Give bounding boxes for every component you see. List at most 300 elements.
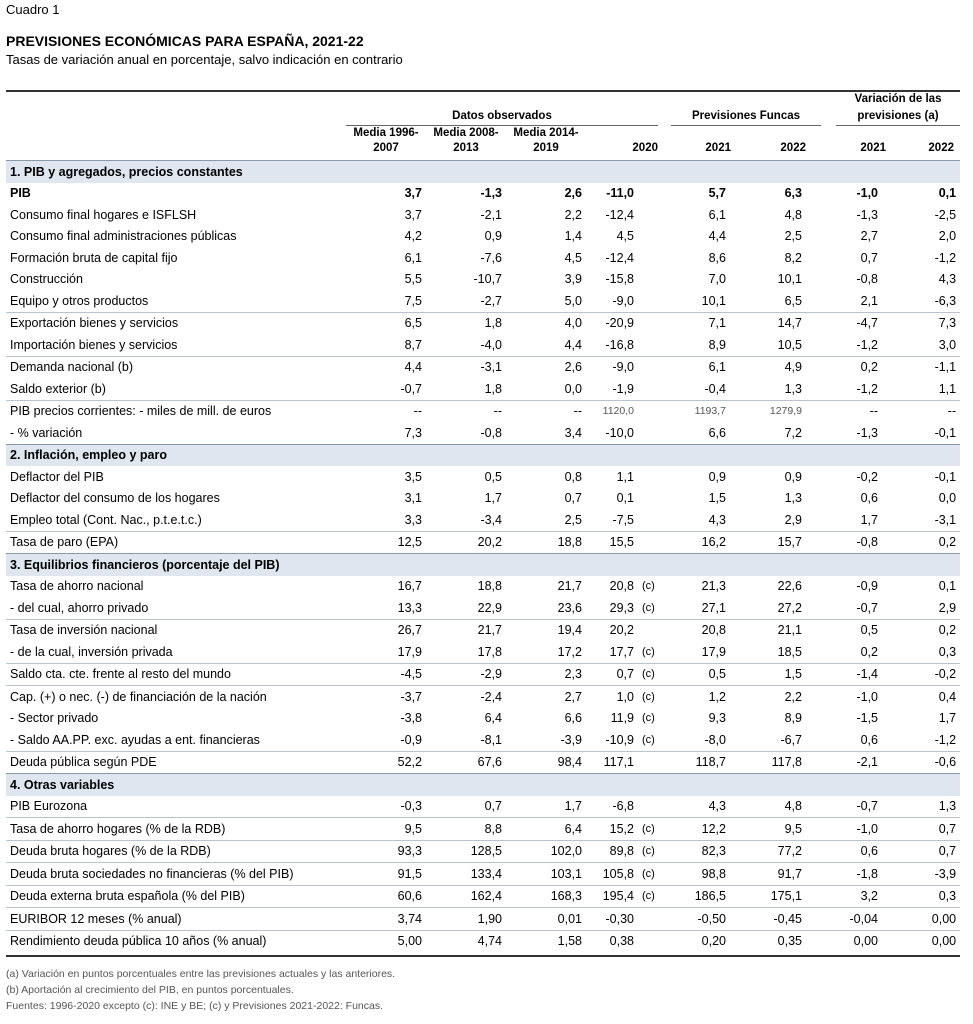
value-cell: 0,9 — [708, 469, 726, 484]
table-row — [6, 930, 960, 952]
section-title: 2. Inflación, empleo y paro — [6, 444, 960, 466]
value-cell: 175,1 — [730, 885, 806, 908]
source-note-cell — [638, 466, 664, 488]
source-note-cell: (c) — [638, 863, 664, 886]
value-cell: 0,5 — [860, 623, 878, 638]
value-cell: 168,3 — [506, 885, 586, 908]
value-cell: 1,1 — [616, 469, 634, 484]
section-title: 3. Equilibrios financieros (porcentaje del PIB) — [6, 554, 960, 576]
value-cell: 2,9 — [882, 597, 960, 619]
source-note-cell — [638, 290, 664, 312]
source-note-cell — [638, 531, 664, 554]
value-cell: -8,1 — [426, 729, 506, 751]
value-cell: 2,9 — [730, 509, 806, 531]
value-cell: -9,0 — [612, 360, 634, 375]
value-cell: 14,7 — [777, 316, 802, 331]
value-cell: 17,9 — [346, 641, 426, 663]
col-2014-2019-line2: 2019 — [533, 142, 559, 154]
value-cell: 118,7 — [695, 755, 726, 770]
source-note-cell — [638, 356, 664, 378]
value-cell: 7,2 — [784, 425, 802, 440]
row-label: Importación bienes y servicios — [6, 334, 346, 356]
value-cell: -4,7 — [856, 316, 878, 331]
row-label: Deuda bruta sociedades no financieras (% del PIB) — [6, 863, 346, 886]
value-cell: 1,7 — [506, 796, 586, 818]
value-cell: 0,3 — [882, 641, 960, 663]
source-note-cell — [638, 796, 664, 818]
value-cell: -0,2 — [856, 469, 878, 484]
row-label: - Sector privado — [10, 711, 99, 726]
source-note-cell — [638, 312, 664, 334]
footnote-b: (b) Aportación al crecimiento del PIB, en puntos porcentuales. — [6, 984, 294, 996]
row-label: PIB precios corrientes: - miles de mill. de euros — [10, 404, 272, 419]
value-cell: 20,8 — [609, 579, 634, 594]
source-note-cell — [638, 183, 664, 205]
table-subtitle: Tasas de variación anual en porcentaje, salvo indicación en contrario — [6, 52, 403, 67]
value-cell: 1,8 — [484, 316, 502, 331]
value-cell: 6,5 — [404, 316, 422, 331]
value-cell: 9,3 — [708, 711, 726, 726]
value-cell: 1,58 — [557, 934, 582, 949]
value-cell: -- — [869, 404, 878, 419]
value-cell: 11,9 — [610, 711, 634, 726]
group-observed-underline — [346, 125, 658, 126]
group-revision-underline — [836, 125, 960, 126]
table-row — [6, 290, 960, 312]
value-cell: 17,2 — [506, 641, 586, 663]
table-row — [6, 863, 960, 886]
value-cell: 0,9 — [484, 229, 502, 244]
row-label: Empleo total (Cont. Nac., p.t.e.t.c.) — [6, 509, 346, 531]
value-cell: -4,5 — [346, 663, 426, 686]
value-cell: -0,9 — [346, 729, 426, 751]
value-cell: 3,4 — [564, 425, 582, 440]
value-cell: 8,8 — [426, 818, 506, 841]
row-label: Construcción — [10, 272, 83, 287]
source-note-cell — [638, 247, 664, 269]
value-cell: 0,0 — [506, 378, 586, 400]
row-label: Consumo final hogares e ISFLSH — [10, 207, 197, 222]
value-cell: 17,8 — [426, 641, 506, 663]
table-row — [6, 183, 960, 205]
value-cell: 4,0 — [564, 316, 582, 331]
value-cell: 1,3 — [730, 378, 806, 400]
value-cell: 2,6 — [564, 360, 582, 375]
value-cell: -1,3 — [480, 186, 502, 201]
value-cell: -0,30 — [586, 908, 638, 931]
value-cell: 2,6 — [564, 186, 582, 201]
value-cell: 4,74 — [477, 934, 502, 949]
value-cell: -1,2 — [806, 334, 882, 356]
value-cell: 0,5 — [484, 469, 502, 484]
value-cell: 0,2 — [860, 360, 878, 375]
value-cell: 0,9 — [784, 469, 802, 484]
value-cell: 1,8 — [426, 378, 506, 400]
value-cell: 0,7 — [564, 491, 582, 506]
source-note-cell — [638, 422, 664, 444]
table-row — [6, 751, 960, 774]
value-cell: 23,6 — [506, 597, 586, 619]
col-2014-2019-line1: Media 2014- — [513, 127, 579, 139]
value-cell: 3,5 — [404, 469, 422, 484]
value-cell: 3,1 — [404, 491, 422, 506]
value-cell: 117,8 — [771, 755, 802, 770]
row-label: Deuda externa bruta española (% del PIB) — [6, 885, 346, 908]
col-2022-forecast: 2022 — [780, 142, 806, 154]
value-cell: 17,9 — [664, 641, 730, 663]
source-note-cell: (c) — [638, 818, 664, 841]
value-cell: 103,1 — [506, 863, 586, 886]
row-label: Deuda pública según PDE — [10, 755, 157, 770]
value-cell: -0,9 — [856, 579, 878, 594]
row-label: Rendimiento deuda pública 10 años (% anual) — [10, 934, 267, 949]
row-label: Formación bruta de capital fijo — [10, 250, 178, 265]
value-cell: 89,8 — [586, 840, 638, 863]
table-row — [6, 269, 960, 291]
value-cell: 3,2 — [806, 885, 882, 908]
value-cell: 9,5 — [730, 818, 806, 841]
value-cell: 17,7 — [586, 641, 638, 663]
value-cell: 4,4 — [506, 334, 586, 356]
table-row — [6, 885, 960, 908]
value-cell: 0,7 — [860, 250, 878, 265]
value-cell: 6,4 — [484, 711, 502, 726]
value-cell: 1,1 — [882, 378, 960, 400]
group-observed: Datos observados — [452, 110, 552, 122]
value-cell: 186,5 — [664, 885, 730, 908]
value-cell: 12,5 — [397, 535, 422, 550]
row-label: Deflactor del PIB — [10, 469, 104, 484]
value-cell: 0,7 — [586, 663, 638, 686]
value-cell: 7,3 — [404, 425, 422, 440]
value-cell: 91,7 — [730, 863, 806, 886]
value-cell: -0,8 — [856, 272, 878, 287]
value-cell: 0,7 — [426, 796, 506, 818]
table-row — [6, 422, 960, 444]
value-cell: -3,9 — [882, 863, 960, 886]
value-cell: 0,20 — [701, 934, 726, 949]
value-cell: 8,7 — [346, 334, 426, 356]
value-cell: 0,5 — [664, 663, 730, 686]
value-cell: 7,0 — [708, 272, 726, 287]
value-cell: 12,2 — [664, 818, 730, 841]
value-cell: -2,5 — [934, 207, 957, 222]
value-cell: 10,1 — [664, 290, 730, 312]
value-cell: -15,8 — [605, 272, 634, 287]
source-note-cell — [638, 204, 664, 226]
value-cell: -1,5 — [856, 711, 878, 726]
value-cell: -6,8 — [586, 796, 638, 818]
value-cell: -12,4 — [605, 250, 634, 265]
row-label: Exportación bienes y servicios — [10, 316, 179, 331]
value-cell: -0,04 — [806, 908, 882, 931]
value-cell: 0,2 — [938, 535, 957, 550]
value-cell: -3,9 — [506, 729, 586, 751]
value-cell: -0,6 — [934, 755, 957, 770]
row-label: Tasa de inversión nacional — [10, 623, 158, 638]
value-cell: 4,5 — [564, 250, 582, 265]
row-label: Consumo final administraciones públicas — [10, 229, 237, 244]
table-row — [6, 531, 960, 554]
value-cell: 60,6 — [346, 885, 426, 908]
row-label: Tasa de ahorro nacional — [10, 579, 144, 594]
value-cell: 1,4 — [564, 229, 582, 244]
value-cell: 7,5 — [346, 290, 426, 312]
value-cell: -10,7 — [473, 272, 502, 287]
source-note-cell — [638, 378, 664, 400]
value-cell: 4,9 — [784, 360, 802, 375]
value-cell: 3,7 — [404, 186, 422, 201]
value-cell: 0,1 — [616, 491, 634, 506]
source-note-cell: (c) — [638, 663, 664, 686]
value-cell: 3,74 — [346, 908, 426, 931]
forecast-table — [6, 160, 960, 952]
section-row — [6, 554, 960, 576]
value-cell: 1,7 — [938, 711, 957, 726]
source-note-cell — [638, 509, 664, 531]
value-cell: 82,3 — [664, 840, 730, 863]
table-row — [6, 400, 960, 422]
value-cell: 2,2 — [784, 689, 802, 704]
source-note-cell: (c) — [642, 712, 655, 725]
value-cell: 0,7 — [882, 840, 960, 863]
group-forecast: Previsiones Funcas — [691, 110, 801, 122]
col-1996-2007-line2: 2007 — [373, 142, 399, 154]
value-cell: 0,6 — [806, 840, 882, 863]
source-note-cell — [638, 334, 664, 356]
value-cell: 5,0 — [506, 290, 586, 312]
value-cell: 105,8 — [586, 863, 638, 886]
value-cell: 15,2 — [586, 818, 638, 841]
value-cell: 5,5 — [404, 272, 422, 287]
row-label: Deuda bruta hogares (% de la RDB) — [6, 840, 346, 863]
row-label: PIB — [10, 186, 31, 201]
value-cell: -0,1 — [934, 425, 957, 440]
value-cell: 77,2 — [730, 840, 806, 863]
value-cell: -4,0 — [426, 334, 506, 356]
value-cell: 0,38 — [609, 934, 634, 949]
value-cell: 6,5 — [730, 290, 806, 312]
value-cell: 2,0 — [938, 229, 957, 244]
value-cell: 91,5 — [346, 863, 426, 886]
value-cell: 9,5 — [346, 818, 426, 841]
table-row — [6, 796, 960, 818]
row-label: Deflactor del consumo de los hogares — [10, 491, 220, 506]
table-row — [6, 908, 960, 931]
value-cell: 0,8 — [564, 469, 582, 484]
value-cell: -0,50 — [664, 908, 730, 931]
source-note-cell — [638, 400, 664, 422]
table-row — [6, 663, 960, 686]
section-row — [6, 444, 960, 466]
row-label: - % variación — [10, 425, 83, 440]
value-cell: -20,9 — [605, 316, 634, 331]
value-cell: -2,7 — [426, 290, 506, 312]
table-row — [6, 466, 960, 488]
row-label: Tasa de paro (EPA) — [10, 535, 119, 550]
value-cell: 5,00 — [397, 934, 422, 949]
value-cell: -1,3 — [856, 207, 878, 222]
value-cell: 67,6 — [477, 755, 502, 770]
value-cell: 0,2 — [938, 623, 957, 638]
source-note-cell: (c) — [642, 580, 655, 593]
value-cell: -9,0 — [586, 290, 638, 312]
value-cell: -11,0 — [606, 186, 634, 201]
footnote-a: (a) Variación en puntos porcentuales entre las previsiones actuales y las anteriores. — [6, 968, 396, 980]
value-cell: 4,3 — [664, 796, 730, 818]
value-cell: -1,0 — [806, 818, 882, 841]
group-revision-line1: Variación de las — [854, 93, 942, 105]
table-label: Cuadro 1 — [6, 2, 60, 17]
value-cell: 16,2 — [701, 535, 726, 550]
value-cell: -1,9 — [586, 378, 638, 400]
value-cell: 3,3 — [346, 509, 426, 531]
value-cell: 4,8 — [730, 796, 806, 818]
table-row — [6, 312, 960, 334]
value-cell: -2,1 — [480, 207, 502, 222]
value-cell: 98,4 — [557, 755, 582, 770]
col-1996-2007-line1: Media 1996- — [353, 127, 419, 139]
value-cell: 22,6 — [777, 579, 802, 594]
value-cell: -1,2 — [806, 378, 882, 400]
value-cell: -1,1 — [934, 360, 957, 375]
value-cell: -1,4 — [806, 663, 882, 686]
value-cell: 15,5 — [609, 535, 634, 550]
value-cell: 0,00 — [853, 934, 878, 949]
value-cell: -1,3 — [856, 425, 878, 440]
value-cell: -2,1 — [856, 755, 878, 770]
value-cell: -7,5 — [586, 509, 638, 531]
table-row — [6, 619, 960, 641]
source-note-cell — [638, 751, 664, 774]
table-row — [6, 247, 960, 269]
value-cell: 0,3 — [882, 885, 960, 908]
col-2021-revision: 2021 — [860, 142, 886, 154]
value-cell: 4,3 — [938, 272, 957, 287]
table-row — [6, 509, 960, 531]
value-cell: -2,4 — [480, 689, 502, 704]
value-cell: 195,4 — [586, 885, 638, 908]
value-cell: 0,4 — [938, 689, 957, 704]
value-cell: -1,0 — [856, 186, 878, 201]
value-cell: -0,8 — [480, 425, 502, 440]
group-revision-line2: previsiones (a) — [857, 110, 939, 122]
col-2020: 2020 — [632, 142, 658, 154]
value-cell: 7,3 — [938, 316, 957, 331]
table-row — [6, 334, 960, 356]
value-cell: -3,8 — [400, 711, 422, 726]
value-cell: 2,2 — [564, 207, 582, 222]
table-row — [6, 708, 960, 730]
value-cell: -0,7 — [806, 597, 882, 619]
source-note-cell: (c) — [638, 885, 664, 908]
value-cell: 22,9 — [426, 597, 506, 619]
value-cell: 3,9 — [564, 272, 582, 287]
value-cell: 1,3 — [882, 796, 960, 818]
value-cell: 20,2 — [609, 623, 634, 638]
value-cell: -0,45 — [730, 908, 806, 931]
section-row — [6, 161, 960, 183]
value-cell: -0,2 — [882, 663, 960, 686]
value-cell: 18,8 — [477, 579, 502, 594]
value-cell: 21,7 — [477, 623, 502, 638]
row-label: Saldo cta. cte. frente al resto del mundo — [6, 663, 346, 686]
row-label: PIB Eurozona — [6, 796, 346, 818]
value-cell: -1,2 — [934, 250, 957, 265]
value-cell: -6,3 — [882, 290, 960, 312]
value-cell: -- — [493, 404, 502, 419]
value-cell: -3,7 — [400, 689, 422, 704]
value-cell: 27,1 — [664, 597, 730, 619]
value-cell: 6,6 — [708, 425, 726, 440]
table-row — [6, 840, 960, 863]
value-cell: 1,90 — [426, 908, 506, 931]
value-cell: -3,1 — [882, 509, 960, 531]
source-note-cell — [638, 488, 664, 510]
value-cell: 6,1 — [404, 250, 422, 265]
value-cell: 6,4 — [506, 818, 586, 841]
value-cell: 0,01 — [506, 908, 586, 931]
value-cell: -12,4 — [605, 207, 634, 222]
table-row — [6, 204, 960, 226]
row-label: - de la cual, inversión privada — [6, 641, 346, 663]
value-cell: 4,5 — [616, 229, 634, 244]
column-header — [6, 92, 960, 158]
value-cell: 21,3 — [701, 579, 726, 594]
value-cell: -7,6 — [480, 250, 502, 265]
table-row — [6, 576, 960, 598]
table-row — [6, 641, 960, 663]
value-cell: 8,9 — [664, 334, 730, 356]
value-cell: 13,3 — [346, 597, 426, 619]
value-cell: -0,8 — [856, 535, 878, 550]
row-label: EURIBOR 12 meses (% anual) — [6, 908, 346, 931]
value-cell: 2,5 — [506, 509, 586, 531]
row-label: - Saldo AA.PP. exc. ayudas a ent. financieras — [6, 729, 346, 751]
value-cell: 1,0 — [616, 689, 634, 704]
source-note-cell: (c) — [638, 840, 664, 863]
value-cell: 6,6 — [564, 711, 582, 726]
footnotes — [6, 966, 395, 1014]
value-cell: 0,00 — [882, 908, 960, 931]
value-cell: 7,1 — [708, 316, 726, 331]
value-cell: -- — [413, 404, 422, 419]
row-label: Cap. (+) o nec. (-) de financiación de la nación — [10, 689, 267, 704]
value-cell: 4,2 — [404, 229, 422, 244]
value-cell: 1,2 — [708, 689, 726, 704]
value-cell: 1,7 — [484, 491, 502, 506]
table-row — [6, 818, 960, 841]
source-note-cell: (c) — [638, 641, 664, 663]
row-label: Tasa de ahorro hogares (% de la RDB) — [6, 818, 346, 841]
table-row — [6, 686, 960, 708]
value-cell: 8,6 — [708, 250, 726, 265]
value-cell: 1193,7 — [694, 405, 726, 418]
value-cell: 19,4 — [557, 623, 582, 638]
col-2021-forecast: 2021 — [705, 142, 731, 154]
value-cell: 0,6 — [806, 729, 882, 751]
source-note-cell — [638, 269, 664, 291]
value-cell: 2,1 — [806, 290, 882, 312]
value-cell: -2,9 — [426, 663, 506, 686]
value-cell: 1,5 — [708, 491, 726, 506]
footnote-sources: Fuentes: 1996-2020 excepto (c): INE y BE; (c) y Previsiones 2021-2022: Funcas. — [6, 1000, 384, 1012]
value-cell: 27,2 — [730, 597, 806, 619]
source-note-cell: (c) — [638, 729, 664, 751]
value-cell: 5,7 — [708, 186, 726, 201]
table-row — [6, 226, 960, 248]
col-2008-2013-line1: Media 2008- — [433, 127, 499, 139]
